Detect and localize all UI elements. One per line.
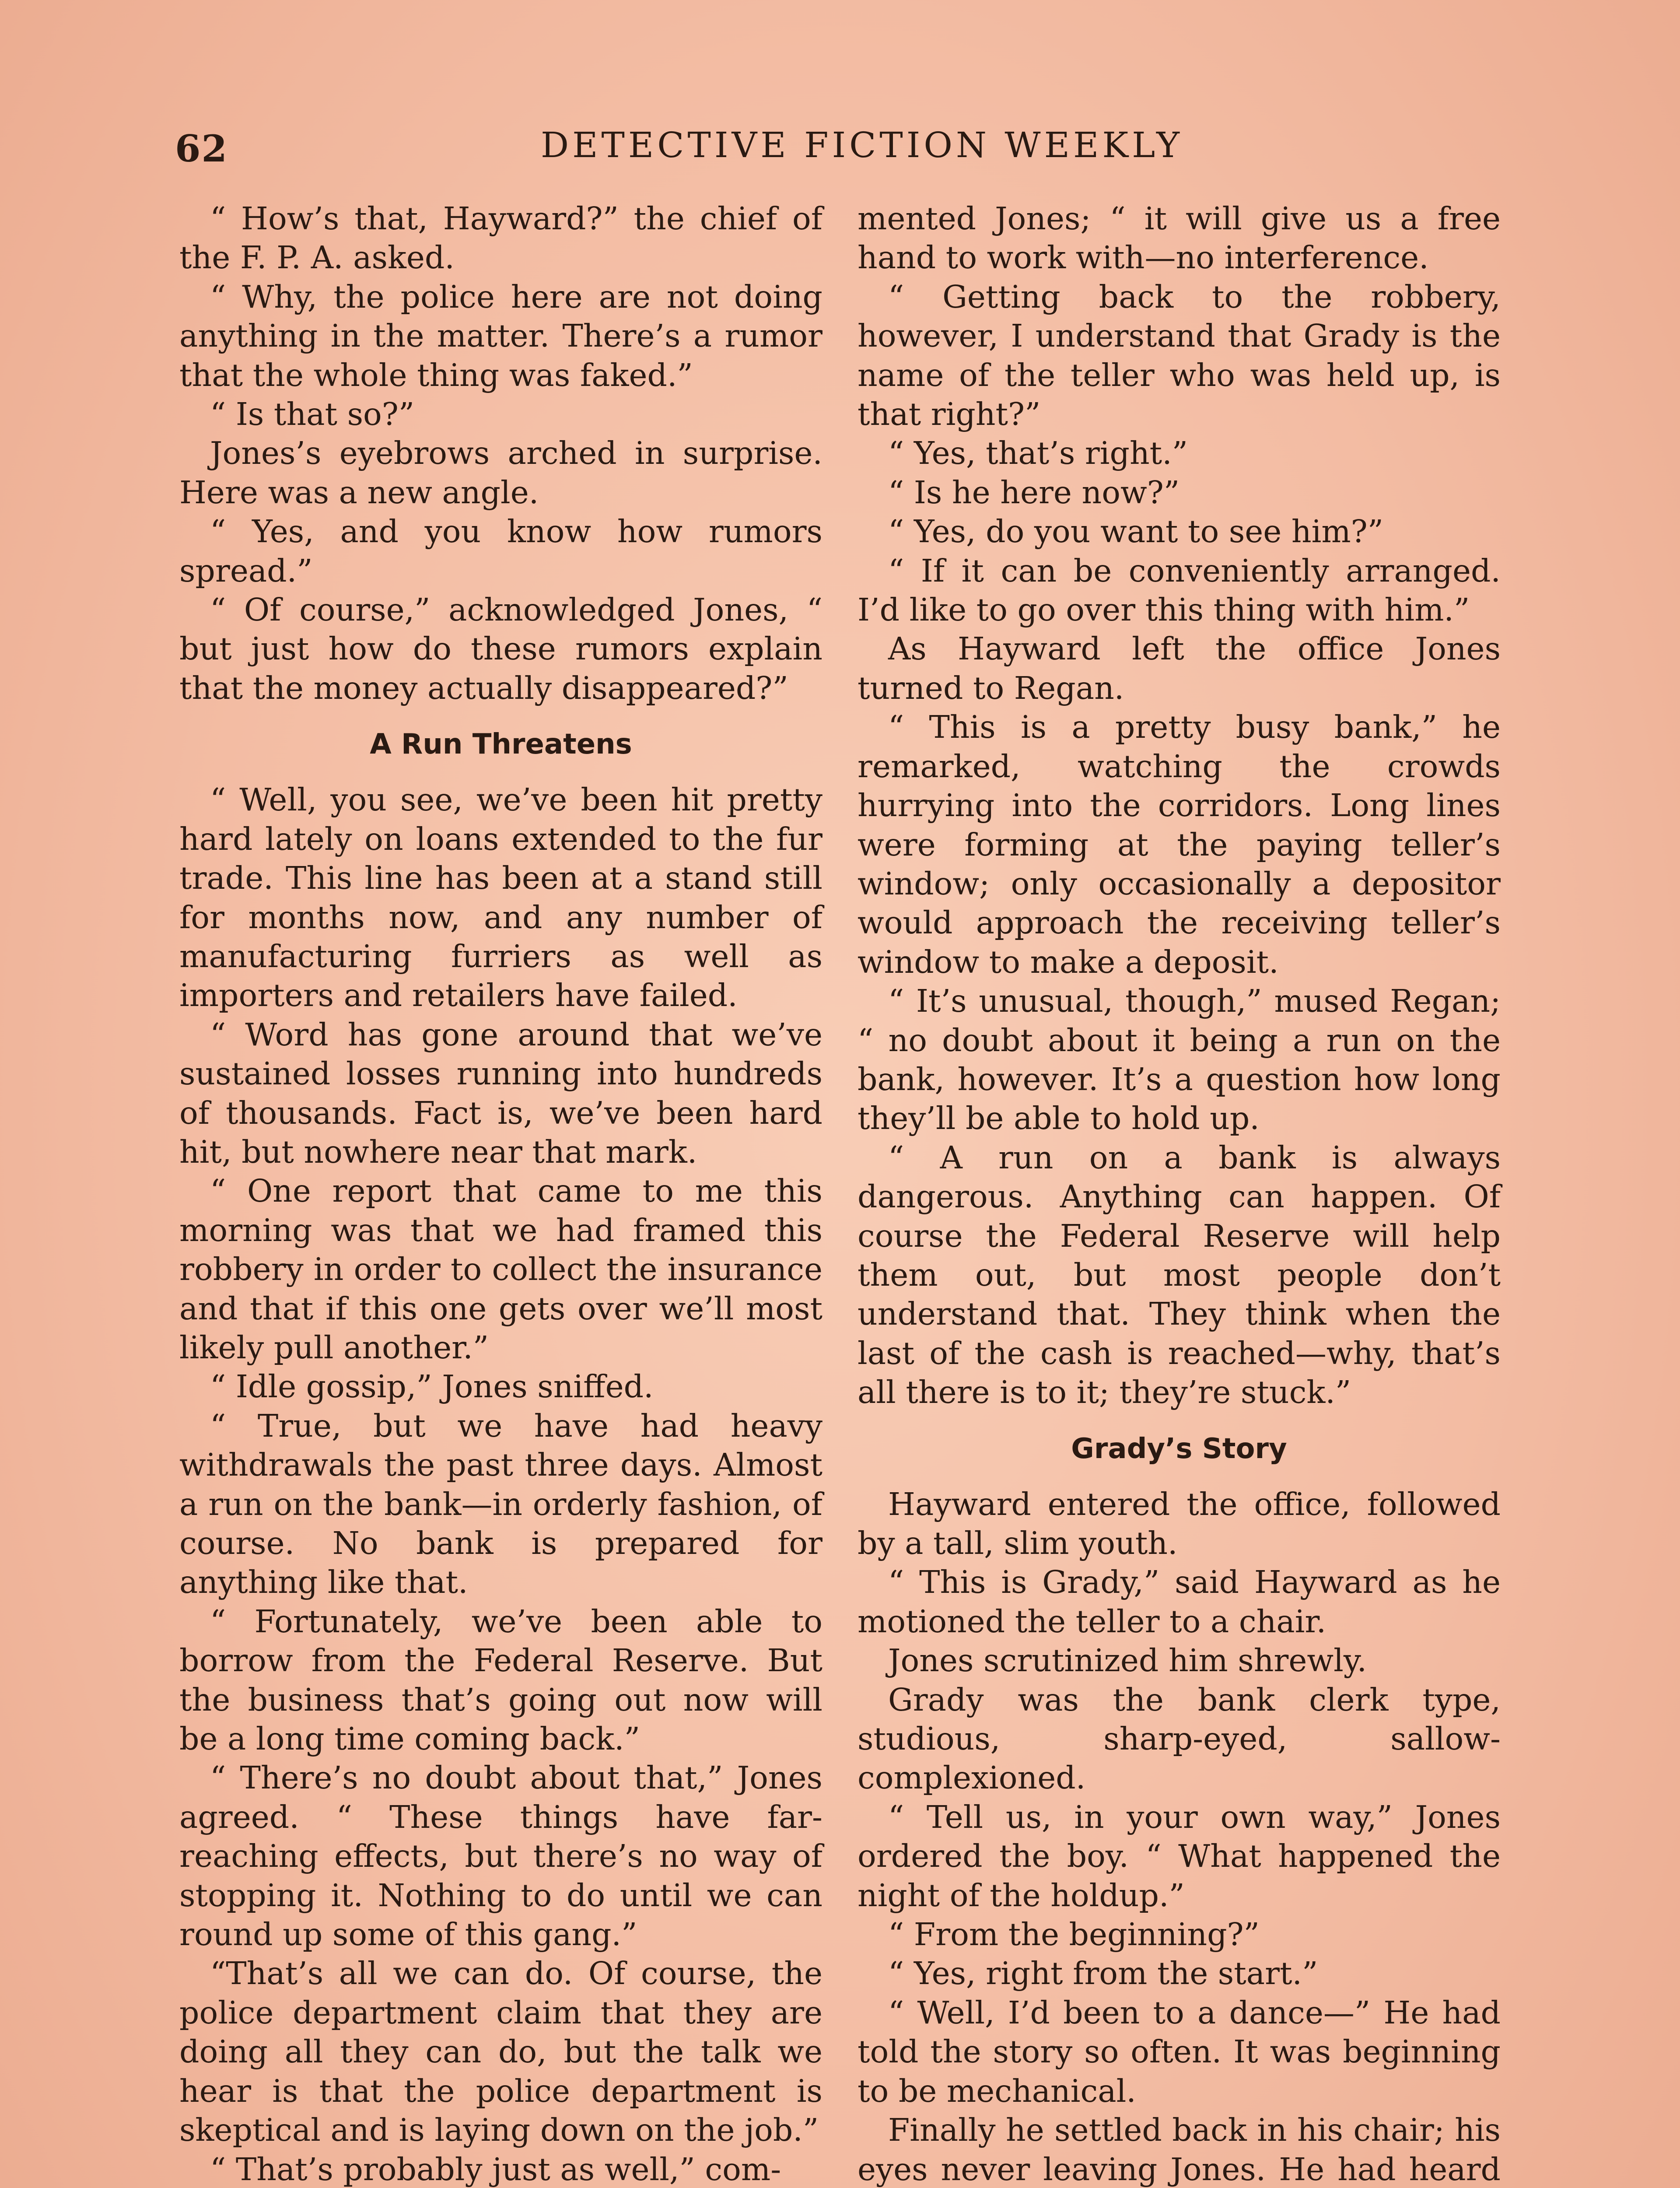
- paragraph: “ A run on a bank is always dangerous. Anything can happen. Of course the Federal Reserve will help them out, but most people don’t understand that. They think when the last of the cash is reached—why, that’s all there is to it; they’re stuck.”: [858, 1139, 1501, 1411]
- section-subheading: Grady’s Story: [1071, 1432, 1287, 1465]
- left-column: [179, 199, 822, 2188]
- paragraph: “That’s all we can do. Of course, the police department claim that they are doing all they can do, but the talk we hear is that the police department is skeptical and is laying down on the job.”: [179, 1955, 822, 2149]
- paragraph: “ Well, you see, we’ve been hit pretty hard lately on loans extended to the fur trade. This line has been at a stand still for months now, and any number of manufacturing furriers as well as importers and retailers have failed.: [179, 782, 822, 1014]
- paragraph: “ Why, the police here are not doing anything in the matter. There’s a rumor that the whole thing was faked.”: [179, 278, 822, 393]
- paragraph: “ Word has gone around that we’ve sustained losses running into hundreds of thousands. Fact is, we’ve been hard hit, but nowhere near that mark.: [179, 1016, 822, 1170]
- paragraph: “ One report that came to me this morning was that we had framed this robbery in order to collect the insurance and that if this one gets over we’ll most likely pull another.”: [179, 1173, 822, 1366]
- paragraph: Hayward entered the office, followed by a tall, slim youth.: [858, 1486, 1501, 1561]
- paragraph: “ There’s no doubt about that,” Jones agreed. “ These things have far-reaching effects, but there’s no way of stopping it. Nothing to do until we can round up some of this gang.”: [179, 1760, 822, 1953]
- paragraph: “ If it can be conveniently arranged. I’d like to go over this thing with him.”: [858, 552, 1501, 628]
- paragraph: “ It’s unusual, though,” mused Regan; “ no doubt about it being a run on the bank, however. It’s a question how long they’ll be able to hold up.: [858, 983, 1501, 1137]
- paragraph: “ This is Grady,” said Hayward as he motioned the teller to a chair.: [858, 1564, 1501, 1640]
- paragraph: “ That’s probably just as well,” com-: [210, 2151, 781, 2188]
- paragraph: Finally he settled back in his chair; his eyes never leaving Jones. He had heard: [858, 2112, 1501, 2188]
- paragraph: Grady was the bank clerk type, studious, sharp-eyed, sallow-complexioned.: [858, 1681, 1501, 1796]
- paragraph: As Hayward left the office Jones turned to Regan.: [858, 631, 1501, 706]
- paragraph: “ Tell us, in your own way,” Jones ordered the boy. “ What happened the night of the holdup.”: [858, 1799, 1501, 1914]
- paragraph: “ Well, I’d been to a dance—” He had told the story so often. It was beginning to be mechanical.: [858, 1994, 1501, 2109]
- paragraph: “ Is he here now?”: [888, 474, 1180, 511]
- paragraph: Jones scrutinized him shrewly.: [888, 1642, 1367, 1679]
- paragraph: “ Yes, do you want to see him?”: [888, 513, 1384, 550]
- paragraph: “ Fortunately, we’ve been able to borrow from the Federal Reserve. But the business that’s going out now will be a long time coming back.”: [179, 1603, 822, 1757]
- section-subheading: A Run Threatens: [370, 728, 632, 761]
- paragraph: “ How’s that, Hayward?” the chief of the F. P. A. asked.: [179, 200, 822, 276]
- paragraph: “ Getting back to the robbery, however, I understand that Grady is the name of the teller who was held up, is that right?”: [858, 278, 1501, 433]
- paragraph: “ Idle gossip,” Jones sniffed.: [210, 1368, 654, 1405]
- paragraph: “ Yes, right from the start.”: [888, 1955, 1318, 1992]
- paragraph: Jones’s eyebrows arched in surprise. Here was a new angle.: [179, 435, 822, 511]
- running-head: DETECTIVE FICTION WEEKLY: [541, 125, 1183, 165]
- page-number: 62: [175, 127, 228, 170]
- paragraph: “ Yes, that’s right.”: [888, 435, 1188, 472]
- paragraph: “ Of course,” acknowledged Jones, “ but just how do these rumors explain that the money actually disappeared?”: [179, 592, 822, 706]
- paragraph: “ This is a pretty busy bank,” he remarked, watching the crowds hurrying into the corridors. Long lines were forming at the paying teller’s window; only occasionally a depositor would approach the receiving teller’s window to make a deposit.: [858, 709, 1501, 980]
- paragraph: “ From the beginning?”: [888, 1916, 1260, 1953]
- paragraph: “ Yes, and you know how rumors spread.”: [179, 513, 822, 589]
- paragraph-continuation: mented Jones; “ it will give us a free hand to work with—no interference.: [858, 200, 1501, 276]
- paragraph: “ Is that so?”: [210, 396, 415, 433]
- right-column: [858, 199, 1501, 2188]
- paragraph: “ True, but we have had heavy withdrawals the past three days. Almost a run on the bank—in orderly fashion, of course. No bank is prepared for anything like that.: [179, 1407, 822, 1601]
